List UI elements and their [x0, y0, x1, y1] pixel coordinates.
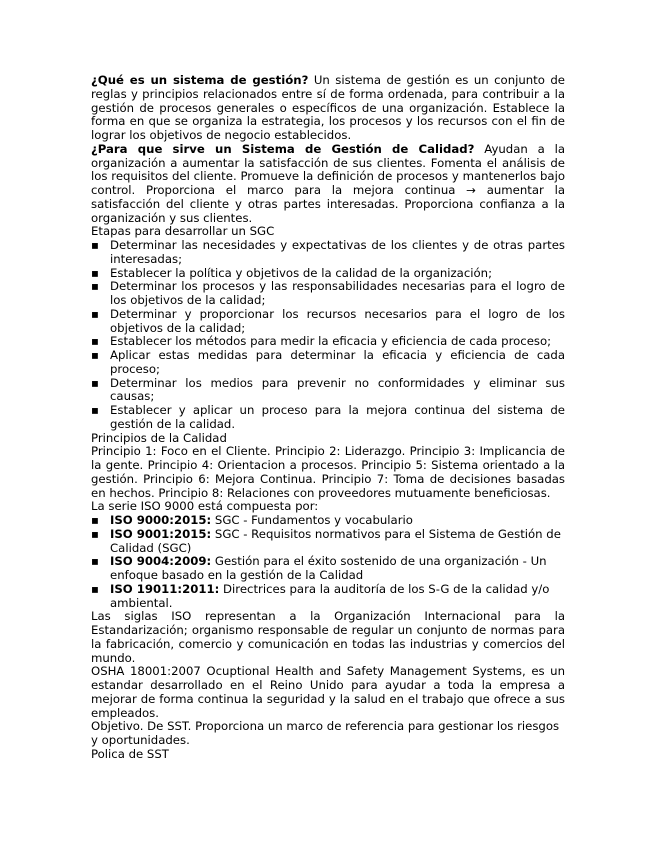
- list-item: ▪ Aplicar estas medidas para determinar la eficacia y eficiencia de cada proceso;: [91, 348, 565, 376]
- bullet-icon: ▪: [91, 265, 99, 280]
- bullet-icon: ▪: [91, 348, 99, 362]
- list-item: ▪ Determinar los procesos y las responsabilidades necesarias para el logro de los objetivos de la calidad;: [91, 279, 565, 307]
- bullet-icon: ▪: [91, 306, 99, 321]
- objetivo-paragraph: Objetivo. De SST. Proporciona un marco de referencia para gestionar los riesgos y oportunidades.: [91, 719, 560, 747]
- ohsas-paragraph: OSHA 18001:2007 Ocuptional Health and Safety Management Systems, es un estandar desarrollado en el Reino Unido para ayudar a toda la empresa a mejorar de forma continua la seguridad y la salud en el trabajo que ofrece a sus empleados.: [91, 664, 565, 720]
- principios-text: Principio 1: Foco en el Cliente. Principio 2: Liderazgo. Principio 3: Implicancia de la gente. Principio 4: Orientacion a procesos. Principio 5: Sistema orientado a la gestión. Principio 6: Mejora Continua. Principio 7: Toma de decisiones basadas en hechos. Principio 8: Relaciones con proveedores mutuamente beneficiosas.: [91, 444, 565, 500]
- iso-siglas: Las siglas ISO representan a la Organización Internacional para la Estandarización; organismo responsable de regular un conjunto de normas para la fabricación, comercio y comunicación en todas las industrias y comercios del mundo.: [91, 609, 565, 665]
- list-item: ▪ Establecer la política y objetivos de la calidad de la organización;: [91, 265, 493, 280]
- politica-paragraph: Polica de SST: [91, 746, 169, 761]
- bullet-icon: ▪: [91, 403, 99, 417]
- principios-title: Principios de la Calidad: [91, 430, 227, 445]
- que-es-paragraph: [91, 74, 565, 143]
- iso-list: [91, 514, 565, 610]
- list-item: ▪ ISO 9004:2009: Gestión para el éxito sostenido de una organización - Un enfoque basado en la gestión de la Calidad: [91, 554, 547, 582]
- que-es-text: Un sistema de gestión es un conjunto de reglas y principios relacionados entre sí de forma ordenada, para contribuir a la gestión de procesos generales o específicos de una organización. Establece la forma en que se organiza la estrategia, los procesos y los recursos con el fin de lograr los objetivos de negocio establecidos.: [91, 73, 565, 142]
- document-page: [91, 74, 565, 762]
- etapas-list: [91, 239, 565, 432]
- bullet-icon: ▪: [91, 279, 99, 294]
- bullet-icon: ▪: [91, 375, 99, 390]
- bullet-icon: ▪: [91, 581, 99, 596]
- list-item: ▪ Establecer y aplicar un proceso para la mejora continua del sistema de gestión de la calidad.: [91, 403, 565, 431]
- bullet-icon: ▪: [91, 238, 99, 252]
- para-que-paragraph: [91, 143, 565, 226]
- list-item: ▪ Determinar y proporcionar los recursos necesarios para el logro de los objetivos de la calidad;: [91, 306, 565, 335]
- list-item: ▪ ISO 9001:2015: SGC - Requisitos normativos para el Sistema de Gestión de Calidad (SGC): [91, 526, 561, 555]
- list-item: ▪ Determinar los medios para prevenir no conformidades y eliminar sus causas;: [91, 375, 565, 404]
- list-item: ▪ ISO 9000:2015: SGC - Fundamentos y vocabulario: [91, 513, 413, 527]
- list-item: ▪ ISO 19011:2011: Directrices para la auditoría de los S-G de la calidad y/o ambiental.: [91, 581, 550, 610]
- list-item: ▪ Determinar las necesidades y expectativas de los clientes y de otras partes interesadas;: [91, 238, 565, 266]
- iso-intro: La serie ISO 9000 está compuesta por:: [91, 499, 319, 514]
- bullet-icon: ▪: [91, 554, 99, 569]
- bullet-icon: ▪: [91, 513, 99, 527]
- para-que-text: Ayudan a la organización a aumentar la satisfacción de sus clientes. Fomenta el análisis de los requisitos del cliente. Promueve la definición de procesos y mantenerlos bajo control. Proporciona el marco para la mejora continua → aumentar la satisfacción del cliente y otras partes interesadas. Proporciona confianza a la organización y sus clientes.: [91, 141, 565, 225]
- bullet-icon: ▪: [91, 526, 99, 541]
- etapas-title: Etapas para desarrollar un SGC: [91, 224, 275, 239]
- para-que-heading: ¿Para que sirve un Sistema de Gestión de Calidad?: [91, 141, 475, 156]
- list-item: ▪ Establecer los métodos para medir la eficacia y eficiencia de cada proceso;: [91, 334, 552, 349]
- que-es-heading: ¿Qué es un sistema de gestión?: [91, 73, 309, 87]
- bullet-icon: ▪: [91, 334, 99, 349]
